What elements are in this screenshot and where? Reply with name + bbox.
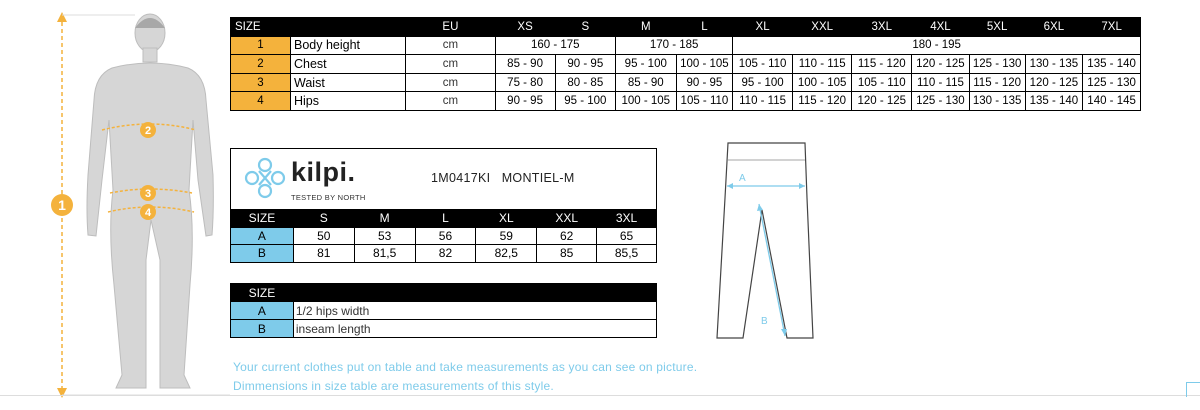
header-5xl: 5XL [969,18,1025,37]
corner-mark [1186,382,1200,397]
header-blank [293,284,656,302]
instruction-note: Your current clothes put on table and take measurements as you can see on picture. [233,360,698,374]
table-cell: 90 - 95 [676,73,733,92]
table-row [231,92,1141,111]
table-cell: 100 - 105 [615,92,676,111]
pants-label-b: B [761,316,768,327]
row-key: B [231,245,294,263]
header-7xl: 7XL [1083,18,1141,37]
table-cell: 110 - 115 [912,73,970,92]
row-label: inseam length [293,320,656,338]
table-cell: 65 [597,227,657,245]
table-cell: 95 - 100 [555,92,615,111]
row-label: Chest [291,55,406,74]
bottom-divider [0,395,1200,396]
table-cell: 85 - 90 [615,73,676,92]
header-3xl: 3XL [852,18,912,37]
measurement-legend-table [230,283,657,338]
table-cell: 120 - 125 [912,55,970,74]
table-cell: 125 - 130 [969,55,1025,74]
header-size: SIZE [231,210,294,228]
table-cell: 125 - 130 [1083,73,1141,92]
table-cell: 53 [354,227,415,245]
row-number: 1 [231,36,291,55]
table-row [231,36,1141,55]
kilpi-logo-icon [244,157,286,199]
table-cell: 135 - 140 [1083,55,1141,74]
table-row [231,227,657,245]
table-cell: 105 - 110 [733,55,793,74]
table-cell: 81 [293,245,354,263]
row-key: A [231,227,294,245]
marker-waist [140,185,156,201]
header-s: S [555,18,615,37]
table-cell: 85 - 90 [495,55,555,74]
product-code [431,171,575,185]
row-label: Waist [291,73,406,92]
marker-hips [140,204,156,220]
header-xxl: XXL [537,210,597,228]
table-cell: 80 - 85 [555,73,615,92]
table-cell: 135 - 140 [1025,92,1083,111]
table-cell: 130 - 135 [969,92,1025,111]
table-cell: 115 - 120 [852,55,912,74]
table-cell: 100 - 105 [676,55,733,74]
table-cell: 105 - 110 [852,73,912,92]
table-cell: 85,5 [597,245,657,263]
marker-label: 1 [58,197,66,213]
header-xl: XL [733,18,793,37]
brand-tagline: TESTED BY NORTH [291,193,366,202]
header-l: L [676,18,733,37]
table-cell: 110 - 115 [733,92,793,111]
table-cell: 82,5 [476,245,537,263]
legend-header [231,284,657,302]
measure-table-header [231,210,657,228]
table-row [231,73,1141,92]
table-cell: 180 - 195 [733,36,1141,55]
header-3xl: 3XL [597,210,657,228]
product-box [230,148,657,210]
row-number: 4 [231,92,291,111]
row-label: 1/2 hips width [293,302,656,320]
header-xxl: XXL [792,18,852,37]
row-key: B [231,320,294,338]
header-m: M [615,18,676,37]
size-table-header [231,18,1141,37]
table-cell: 82 [415,245,476,263]
row-label: Hips [291,92,406,111]
table-cell: 62 [537,227,597,245]
row-label: Body height [291,36,406,55]
body-measurement-figure [0,0,230,410]
size-table [230,17,1141,111]
marker-label: 2 [144,125,152,137]
product-code-text: 1M0417KI [431,171,491,185]
dimensions-note: Dimmensions in size table are measurements of this style. [233,379,554,393]
table-cell: 105 - 110 [676,92,733,111]
table-cell: 125 - 130 [912,92,970,111]
row-unit: cm [406,73,495,92]
row-unit: cm [406,92,495,111]
table-cell: 56 [415,227,476,245]
header-eu: EU [406,18,495,37]
table-row [231,55,1141,74]
table-cell: 170 - 185 [615,36,732,55]
marker-chest [140,122,156,138]
table-row [231,245,657,263]
table-cell: 95 - 100 [733,73,793,92]
marker-label: 4 [144,207,152,219]
product-measure-table [230,209,657,263]
marker-height [51,194,73,216]
table-cell: 75 - 80 [495,73,555,92]
table-cell: 90 - 95 [555,55,615,74]
table-row [231,320,657,338]
header-l: L [415,210,476,228]
table-row [231,302,657,320]
row-unit: cm [406,36,495,55]
product-name: MONTIEL-M [501,171,575,185]
header-size: SIZE [231,284,294,302]
row-number: 2 [231,55,291,74]
marker-label: 3 [144,188,152,200]
table-cell: 130 - 135 [1025,55,1083,74]
header-xs: XS [495,18,555,37]
table-cell: 120 - 125 [1025,73,1083,92]
table-cell: 120 - 125 [852,92,912,111]
header-4xl: 4XL [912,18,970,37]
table-cell: 50 [293,227,354,245]
table-cell: 110 - 115 [792,55,852,74]
row-number: 3 [231,73,291,92]
brand-name: kilpi. [291,157,356,187]
table-cell: 115 - 120 [969,73,1025,92]
table-cell: 81,5 [354,245,415,263]
table-cell: 90 - 95 [495,92,555,111]
pants-diagram [695,138,830,343]
table-cell: 59 [476,227,537,245]
table-cell: 95 - 100 [615,55,676,74]
header-xl: XL [476,210,537,228]
row-key: A [231,302,294,320]
table-cell: 85 [537,245,597,263]
pants-label-a: A [739,173,746,184]
table-cell: 140 - 145 [1083,92,1141,111]
row-unit: cm [406,55,495,74]
table-cell: 160 - 175 [495,36,615,55]
header-m: M [354,210,415,228]
table-cell: 115 - 120 [792,92,852,111]
header-6xl: 6XL [1025,18,1083,37]
header-s: S [293,210,354,228]
header-size: SIZE [231,18,406,37]
table-cell: 100 - 105 [792,73,852,92]
